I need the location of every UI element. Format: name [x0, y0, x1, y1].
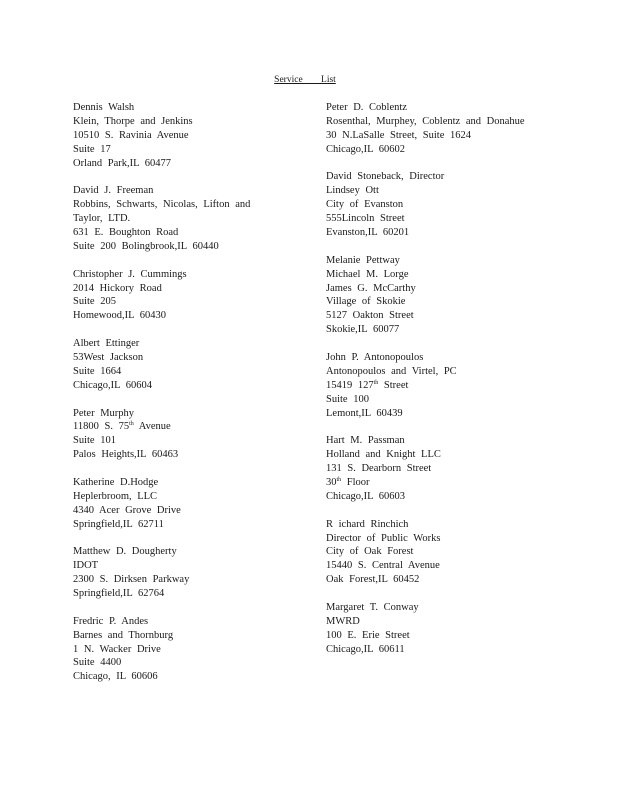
address-line: Suite 1664	[73, 365, 122, 377]
address-line: Matthew D. Dougherty	[73, 546, 177, 558]
address-entry	[73, 337, 273, 393]
service-list-left-column	[73, 101, 273, 698]
address-line: 2300 S. Dirksen Parkway	[73, 574, 190, 586]
address-line: Orland Park,IL 60477	[73, 157, 172, 169]
address-entry	[326, 351, 538, 421]
address-line: Chicago,IL 60611	[326, 643, 405, 655]
ordinal-suffix: th	[129, 421, 134, 428]
address-entry	[326, 101, 538, 157]
address-line: Dennis Walsh	[73, 102, 135, 113]
address-line: 11800 S. 75th Avenue	[73, 421, 171, 433]
address-line: R ichard Rinchich	[326, 518, 409, 530]
address-line: Peter Murphy	[73, 407, 135, 419]
address-line: Peter D. Coblentz	[326, 102, 407, 113]
address-line: 30th Floor	[326, 477, 370, 489]
address-line: Hart M. Passman	[326, 435, 405, 447]
address-entry	[73, 407, 273, 463]
address-line: Chicago,IL 60602	[326, 143, 406, 155]
address-line: Suite 4400	[73, 657, 122, 669]
address-entry	[73, 545, 273, 601]
address-line: Skokie,IL 60077	[326, 324, 400, 336]
address-line: Rosenthal, Murphey, Coblentz and Donahue	[326, 115, 525, 127]
service-list-right-column	[326, 101, 538, 670]
address-line: Springfield,IL 62711	[73, 518, 164, 530]
address-entry	[326, 518, 538, 588]
address-line: David Stoneback, Director	[326, 171, 445, 183]
address-line: 4340 Acer Grove Drive	[73, 504, 181, 516]
address-line: 131 S. Dearborn Street	[326, 463, 432, 475]
address-entry	[326, 601, 538, 657]
address-line: Antonopoulos and Virtel, PC	[326, 365, 457, 377]
address-entry	[73, 184, 273, 254]
address-line: James G. McCarthy	[326, 282, 416, 294]
address-entry	[326, 254, 538, 337]
address-line: 53West Jackson	[73, 351, 144, 363]
address-line: Albert Ettinger	[73, 338, 140, 350]
address-line: 15440 S. Central Avenue	[326, 560, 440, 572]
address-line: Suite 17	[73, 143, 111, 155]
address-line: Palos Heights,IL 60463	[73, 449, 179, 461]
address-line: Chicago, IL 60606	[73, 671, 158, 683]
address-entry	[73, 101, 273, 171]
address-line: Village of Skokie	[326, 296, 406, 308]
address-line: 631 E. Boughton Road	[73, 227, 179, 239]
address-line: 30 N.LaSalle Street, Suite 1624	[326, 129, 471, 141]
address-line: Barnes and Thornburg	[73, 629, 174, 641]
address-line: 100 E. Erie Street	[326, 629, 410, 641]
address-entry	[73, 476, 273, 532]
address-line: 555Lincoln Street	[326, 213, 405, 225]
title-text: Service List	[274, 75, 336, 85]
address-line: Homewood,IL 60430	[73, 310, 167, 322]
address-line: Heplerbroom, LLC	[73, 490, 158, 502]
address-line: IDOT	[73, 560, 99, 572]
address-line: Chicago,IL 60603	[326, 490, 406, 502]
address-line: Chicago,IL 60604	[73, 379, 153, 391]
address-line: Michael M. Lorge	[326, 268, 409, 280]
address-line: Holland and Knight LLC	[326, 449, 441, 461]
address-line: John P. Antonopoulos	[326, 351, 424, 363]
ordinal-suffix: th	[336, 477, 342, 484]
ordinal-suffix: th	[373, 379, 379, 386]
address-line: Katherine D.Hodge	[73, 476, 159, 488]
address-line: 1 N. Wacker Drive	[73, 643, 161, 655]
document-title	[0, 74, 618, 86]
address-line: Suite 101	[73, 435, 116, 447]
address-line: 15419 127th Street	[326, 379, 409, 391]
address-line: City of Evanston	[326, 199, 404, 211]
address-line: Suite 100	[326, 393, 369, 405]
address-line: Robbins, Schwarts, Nicolas, Lifton and Taylor, LTD.	[73, 199, 251, 225]
address-line: Springfield,IL 62764	[73, 588, 165, 600]
address-line: Director of Public Works	[326, 532, 441, 544]
address-entry	[326, 170, 538, 240]
address-entry	[326, 434, 538, 504]
address-line: 10510 S. Ravinia Avenue	[73, 129, 189, 141]
address-entry	[73, 615, 273, 685]
address-line: Klein, Thorpe and Jenkins	[73, 115, 193, 127]
address-entry	[73, 268, 273, 324]
address-line: Christopher J. Cummings	[73, 268, 187, 280]
address-line: Suite 205	[73, 296, 116, 308]
address-line: 2014 Hickory Road	[73, 282, 162, 294]
address-line: Evanston,IL 60201	[326, 227, 410, 239]
address-line: Lindsey Ott	[326, 185, 379, 197]
address-line: Suite 200 Bolingbrook,IL 60440	[73, 240, 219, 252]
address-line: MWRD	[326, 615, 360, 627]
address-line: Oak Forest,IL 60452	[326, 574, 420, 586]
address-line: Margaret T. Conway	[326, 601, 419, 613]
address-line: Melanie Pettway	[326, 254, 400, 266]
address-line: 5127 Oakton Street	[326, 310, 414, 322]
address-line: City of Oak Forest	[326, 546, 414, 558]
address-line: David J. Freeman	[73, 185, 154, 197]
address-line: Lemont,IL 60439	[326, 407, 403, 419]
address-line: Fredric P. Andes	[73, 615, 149, 627]
